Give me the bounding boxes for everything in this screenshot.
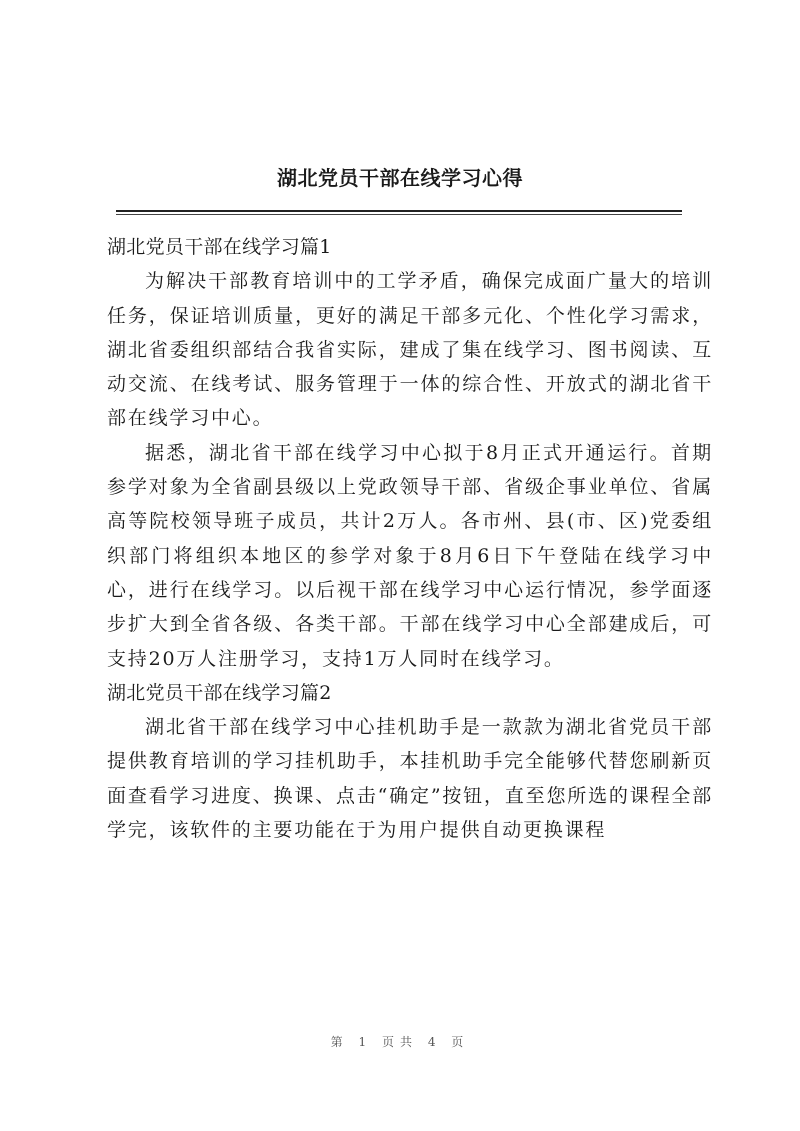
footer-total-pages: 4 xyxy=(427,1035,442,1049)
section-1-paragraph-1: 为解决干部教育培训中的工学矛盾，确保完成面广量大的培训任务，保证培训质量，更好的满足干部多元化、个性化学习需求，湖北省委组织部结合我省实际，建成了集在线学习、图书阅读、互动交流、在线考试、服务管理于一体的综合性、开放式的湖北省干部在线学习中心。 xyxy=(107,270,713,430)
section-2-paragraph-1: 湖北省干部在线学习中心挂机助手是一款款为湖北省党员干部提供教育培训的学习挂机助手，本挂机助手完全能够代替您刷新页面查看学习进度、换课、点击“确定”按钮，直至您所选的课程全部学完，该软件的主要功能在于为用户提供自动更换课程 xyxy=(107,716,713,842)
section-heading-1: 湖北党员干部在线学习篇1 xyxy=(107,236,332,258)
footer-middle: 页共 xyxy=(381,1035,418,1049)
footer-page-number: 1 xyxy=(358,1035,373,1049)
footer-prefix: 第 xyxy=(330,1035,349,1049)
footer-suffix: 页 xyxy=(451,1035,470,1049)
page-footer xyxy=(0,1033,800,1050)
section-heading-2: 湖北党员干部在线学习篇2 xyxy=(107,681,332,704)
document-body xyxy=(107,230,713,847)
title-divider-thin xyxy=(116,214,682,215)
title-divider xyxy=(116,210,682,212)
section-1-paragraph-2: 据悉，湖北省干部在线学习中心拟于8月正式开通运行。首期参学对象为全省副县级以上党政领导干部、省级企事业单位、省属高等院校领导班子成员，共计2万人。各市州、县(市、区)党委组织部门将组织本地区的参学对象于8月6日下午登陆在线学习中心，进行在线学习。以后视干部在线学习中心运行情况，参学面逐步扩大到全省各级、各类干部。干部在线学习中心全部建成后，可支持20万人注册学习，支持1万人同时在线学习。 xyxy=(107,441,713,670)
document-title: 湖北党员干部在线学习心得 xyxy=(277,166,523,190)
